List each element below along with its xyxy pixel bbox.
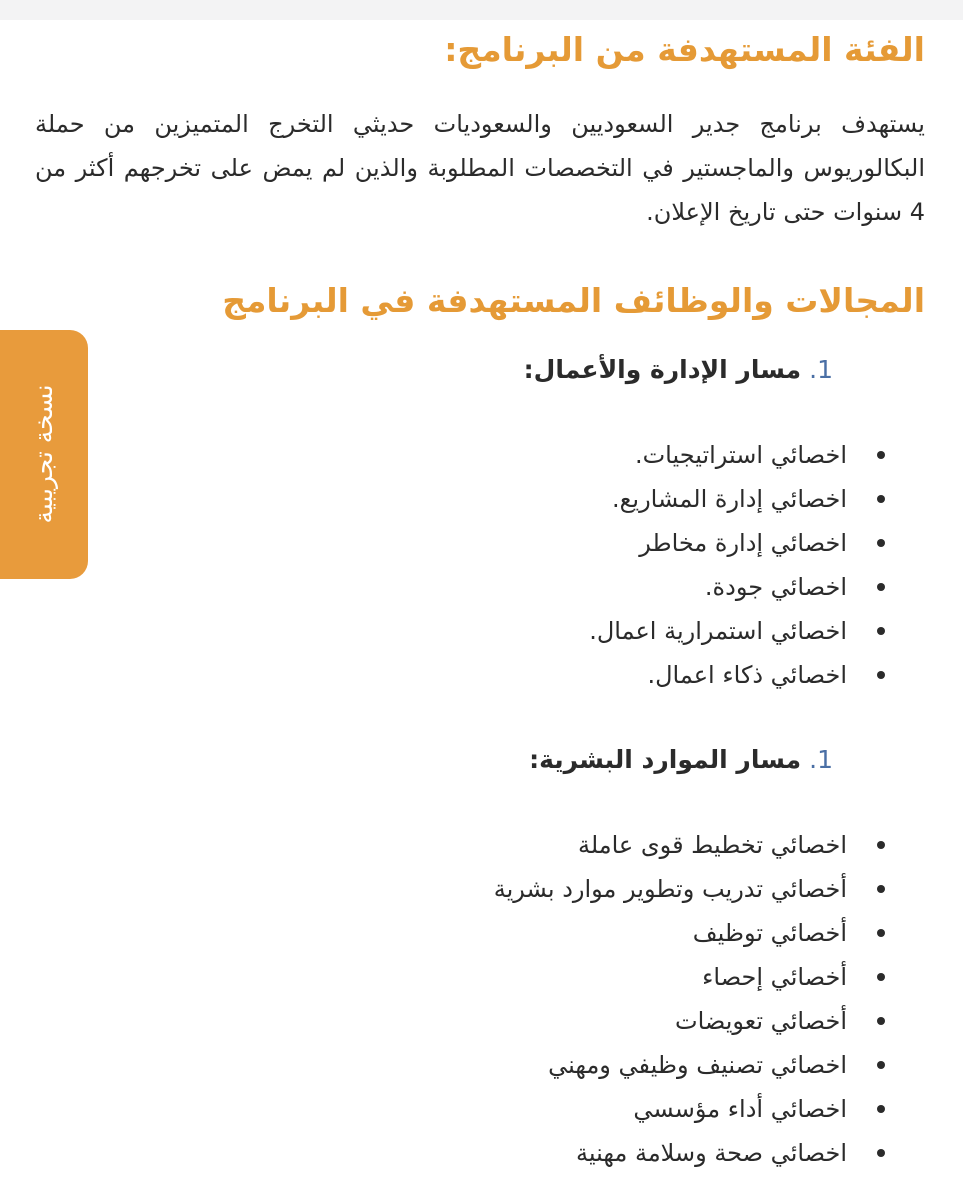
list-item	[494, 823, 885, 867]
list-item-text: اخصائي أداء مؤسسي	[633, 1095, 847, 1123]
list-item	[494, 1087, 885, 1131]
bullet-icon	[877, 451, 885, 459]
bullet-icon	[877, 929, 885, 937]
trial-version-tab[interactable]	[0, 330, 88, 579]
bullet-icon	[877, 885, 885, 893]
target-audience-heading: الفئة المستهدفة من البرنامج:	[444, 30, 925, 69]
list-item	[589, 521, 885, 565]
track-number: 1.	[809, 355, 833, 384]
bullet-icon	[877, 973, 885, 981]
bullet-icon	[877, 1149, 885, 1157]
bullet-icon	[877, 1105, 885, 1113]
track-number: 1.	[809, 745, 833, 774]
list-item-text: اخصائي استراتيجيات.	[634, 441, 847, 469]
list-item	[589, 477, 885, 521]
list-item-text: اخصائي إدارة مخاطر	[639, 529, 847, 557]
list-item	[589, 653, 885, 697]
list-item-text: اخصائي تخطيط قوى عاملة	[577, 831, 847, 859]
bullet-icon	[877, 1017, 885, 1025]
list-item-text: اخصائي صحة وسلامة مهنية	[576, 1139, 847, 1167]
bullet-icon	[877, 583, 885, 591]
list-item-text: أخصائي إحصاء	[702, 963, 847, 991]
list-item	[494, 1043, 885, 1087]
list-item	[494, 999, 885, 1043]
list-item-text: أخصائي توظيف	[692, 919, 847, 947]
bullet-icon	[877, 1061, 885, 1069]
list-item	[494, 955, 885, 999]
track-title-hr	[529, 740, 833, 780]
list-item	[494, 1131, 885, 1175]
list-item-text: أخصائي تعويضات	[675, 1007, 847, 1035]
business-items-list	[589, 433, 885, 697]
track-title-text: مسار الموارد البشرية:	[529, 745, 802, 774]
fields-heading: المجالات والوظائف المستهدفة في البرنامج	[222, 281, 925, 320]
list-item	[494, 867, 885, 911]
bullet-icon	[877, 671, 885, 679]
list-item	[589, 433, 885, 477]
bullet-icon	[877, 627, 885, 635]
bullet-icon	[877, 841, 885, 849]
trial-version-label: نسخة تجريبية	[29, 384, 58, 524]
list-item-text: اخصائي تصنيف وظيفي ومهني	[548, 1051, 847, 1079]
list-item	[494, 911, 885, 955]
bullet-icon	[877, 539, 885, 547]
target-audience-paragraph: يستهدف برنامج جدير السعوديين والسعوديات حديثي التخرج المتميزين من حملة البكالوريوس والماجستير في التخصصات المطلوبة والذين لم يمض على تخرجهم أكثر من 4 سنوات حتى تاريخ الإعلان.	[35, 110, 925, 226]
list-item-text: اخصائي جودة.	[704, 573, 847, 601]
list-item-text: أخصائي تدريب وتطوير موارد بشرية	[493, 875, 847, 903]
track-title-text: مسار الإدارة والأعمال:	[523, 355, 802, 384]
list-item-text: اخصائي ذكاء اعمال.	[647, 661, 847, 689]
track-title-business	[524, 350, 833, 390]
bullet-icon	[877, 495, 885, 503]
list-item	[589, 609, 885, 653]
list-item-text: اخصائي استمرارية اعمال.	[589, 617, 847, 645]
hr-items-list	[494, 823, 885, 1175]
list-item-text: اخصائي إدارة المشاريع.	[611, 485, 847, 513]
list-item	[589, 565, 885, 609]
